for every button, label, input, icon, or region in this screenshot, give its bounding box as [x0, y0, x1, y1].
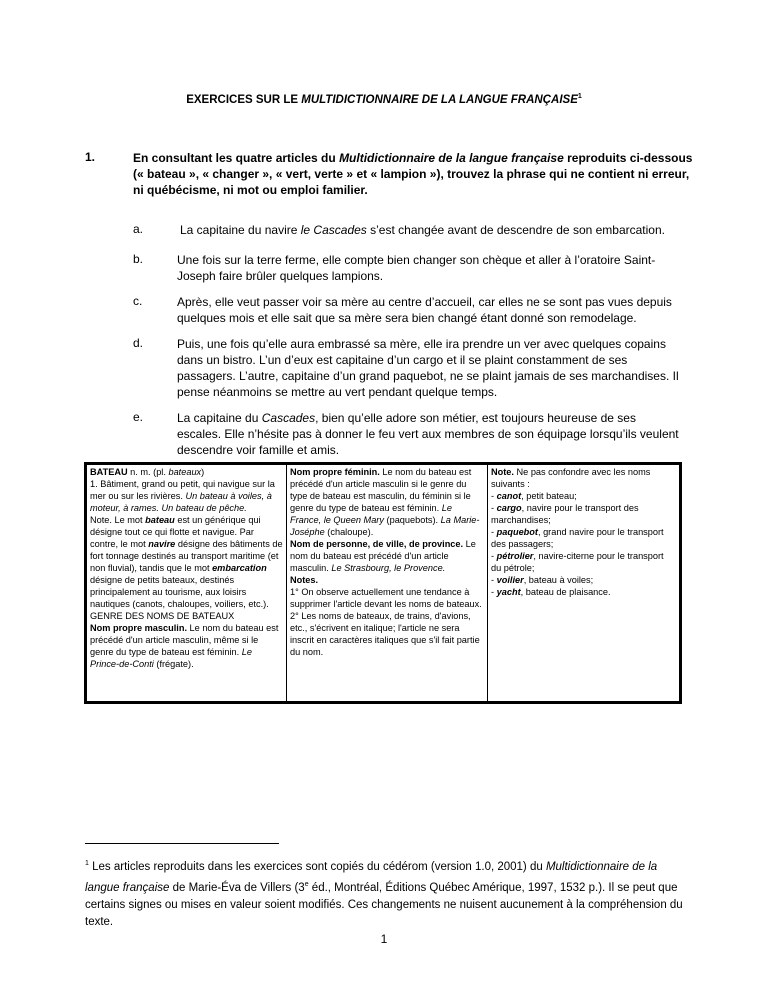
confusion-item: - pétrolier, navire-citerne pour le transport du pétrole; [491, 551, 664, 573]
entry-sense-1 [90, 478, 283, 514]
genre-heading: GENRE DES NOMS DE BATEAUX [90, 611, 235, 621]
question-number: 1. [85, 150, 96, 164]
document-title [0, 93, 768, 106]
question-italic: Multidictionnaire de la langue française [339, 151, 564, 165]
person-text: Le nom du bateau est précédé d'un article masculin. [290, 539, 476, 573]
person-label: Nom de personne, de ville, de province. [290, 539, 464, 549]
title-footnote-ref: 1 [577, 93, 582, 100]
confusion-item: - voilier, bateau à voiles; [491, 575, 594, 585]
entry-note [90, 514, 283, 610]
confusion-note-text: Ne pas confondre avec les noms suivants : [491, 467, 651, 489]
option-a-before: La capitaine du navire [180, 223, 301, 237]
confusion-def: , petit bateau; [521, 491, 577, 501]
fem-text: Le nom du bateau est précédé d'un article masculin si le genre du type de bateau est masculin, du féminin si le genre du type de bateau est féminin. [290, 467, 472, 513]
dictionary-column-1 [86, 464, 287, 703]
option-e-before: La capitaine du [177, 411, 262, 425]
footnote-text-a: Les articles reproduits dans les exercices sont copiés du cédérom (version 1.0, 2001) du [88, 860, 546, 873]
note-word-navire: navire [148, 539, 176, 549]
entry-grammar: n. m. (pl. [127, 467, 169, 477]
option-c-text: Après, elle veut passer voir sa mère au centre d’accueil, car elles ne se sont pas vues depuis quelques mois et elle sait que sa mère sera bien changé étant donné son remodelage. [177, 295, 672, 325]
person-example: Le Strasbourg, le Provence. [331, 563, 446, 573]
option-a-after: s’est changée avant de descendre de son embarcation. [366, 223, 665, 237]
sense-1-examples: Un bateau à voiles, à moteur, à rames. Un bateau de pêche. [90, 491, 272, 513]
confusion-def: , bateau à voiles; [523, 575, 594, 585]
note-d: désigne de petits bateaux, destinés principalement au tourisme, aux loisirs nautiques (canots, chaloupes, voiliers, etc.). [90, 575, 269, 609]
option-b-letter: b. [133, 252, 144, 266]
option-e-text [177, 410, 682, 458]
notes-label-text: Notes. [290, 575, 319, 585]
confusion-word: paquebot [496, 527, 538, 537]
option-e-letter: e. [133, 410, 144, 424]
note-2: 2° Les noms de bateaux, de trains, d'avions, etc., s'écrivent en italique; l'article ne sera inscrit en caractères italiques que s'il fait partie du nom. [290, 611, 480, 657]
confusion-def: , bateau de plaisance. [520, 587, 611, 597]
dictionary-excerpt-table [84, 462, 682, 704]
note-a: Note. Le mot [90, 515, 146, 525]
confusion-item: - canot, petit bateau; [491, 491, 577, 501]
note-c: désigne des bâtiments de fort tonnage destinés au transport maritime (et non fluvial), tandis que le mot [90, 539, 283, 573]
confusion-word: canot [496, 491, 522, 501]
note-word-bateau: bateau [145, 515, 175, 525]
footnote-text-c: éd., Montréal, Éditions Québec Amérique, 1997, 1532 p.). Il se peut que certains signes ou mises en valeur soient modifiés. Ces changements ne nuisent aucunement à la compréhension du texte. [85, 881, 683, 928]
option-a-letter: a. [133, 222, 144, 236]
confusion-word: voilier [496, 575, 524, 585]
confusion-def: , navire-citerne pour le transport du pétrole; [491, 551, 664, 573]
title-prefix: EXERCICES SUR LE [186, 93, 302, 106]
option-b-text: Une fois sur la terre ferme, elle compte bien changer son chèque et aller à l’oratoire Saint-Joseph faire brûler quelques lampions. [177, 253, 656, 283]
sense-1-text: 1. Bâtiment, grand ou petit, qui navigue sur la mer ou sur les rivières. [90, 479, 275, 501]
fem-mid: (paquebots). [383, 515, 441, 525]
person-rule [290, 538, 484, 574]
confusion-word: yacht [496, 587, 521, 597]
footnote [85, 855, 685, 931]
option-e-after: , bien qu’elle adore son métier, est toujours heureuse de ses escales. Elle n’hésite pas à donner le feu vert aux membres de son équipage lorsqu’ils veulent descendre voir famille et amis. [177, 411, 679, 457]
confusion-item: - yacht, bateau de plaisance. [491, 587, 611, 597]
option-e-italic: Cascades [261, 411, 316, 425]
question-part1: En consultant les quatre articles du [133, 151, 340, 165]
fem-example-2: La Marie-Joséphe [290, 515, 480, 537]
entry-headword: BATEAU [90, 467, 128, 477]
fem-rule [290, 466, 484, 538]
confusion-def: , grand navire pour le transport des passagers; [491, 527, 664, 549]
page-number: 1 [380, 932, 388, 946]
confusion-item: - cargo, navire pour le transport des marchandises; [491, 503, 639, 525]
dictionary-column-2 [287, 464, 488, 703]
option-d-text: Puis, une fois qu’elle aura embrassé sa mère, elle ira prendre un ver avec quelques copains dans un bistro. L’un d’eux est capitaine d’un cargo et il se plaint constamment de ses passagers. L’autre, capitaine d’un grand paquebot, ne se plaint jamais de ses marchandises. Il pense néanmoins se mettre au vert pendant quelque temps. [177, 337, 679, 399]
option-c-letter: c. [133, 294, 143, 308]
option-d-letter: d. [133, 336, 144, 350]
fem-example-1: Le France, le Queen Mary [290, 503, 452, 525]
masc-rule [90, 622, 283, 670]
confusion-def: , navire pour le transport des marchandises; [491, 503, 639, 525]
footnote-ref: 1 [85, 860, 89, 867]
confusion-word: cargo [496, 503, 522, 513]
fem-end: (chaloupe). [324, 527, 374, 537]
title-italic: MULTIDICTIONNAIRE DE LA LANGUE FRANÇAISE [301, 93, 578, 106]
masc-label: Nom propre masculin. [90, 623, 187, 633]
notes-label [290, 574, 484, 586]
confusion-note [491, 466, 676, 490]
option-a-italic: le Cascades [300, 223, 367, 237]
footnote-separator [85, 843, 279, 844]
fem-label: Nom propre féminin. [290, 467, 380, 477]
entry-header [90, 466, 283, 478]
note-b: est un générique qui désigne tout ce qui flotte et navigue. Par contre, le mot [90, 515, 261, 549]
question-part2: reproduits ci-dessous (« bateau », « changer », « vert, verte » et « lampion »), trouvez la phrase qui ne contient ni erreur, ni québécisme, ni mot ou emploi familier. [133, 151, 693, 197]
dictionary-column-3 [488, 464, 681, 703]
footnote-italic: Multidictionnaire de la langue française [85, 860, 658, 894]
confusion-note-label: Note. [491, 467, 514, 477]
note-word-embarcation: embarcation [212, 563, 267, 573]
note-1: 1° On observe actuellement une tendance à supprimer l'article devant les noms de bateaux. [290, 587, 482, 609]
entry-plural: bateaux [168, 467, 202, 477]
confusion-item: - paquebot, grand navire pour le transport des passagers; [491, 527, 664, 549]
question-text [133, 150, 693, 198]
masc-example-end: (frégate). [153, 659, 194, 669]
option-a-text [180, 222, 685, 238]
footnote-text-b: de Marie-Éva de Villers (3 [169, 881, 305, 894]
masc-example: Le Prince-de-Conti [90, 647, 252, 669]
entry-grammar-end: ) [201, 467, 205, 477]
masc-text: Le nom du bateau est précédé d'un article masculin, même si le genre du type de bateau est féminin. [90, 623, 279, 657]
footnote-sup: e [304, 880, 309, 888]
confusion-word: pétrolier [496, 551, 534, 561]
